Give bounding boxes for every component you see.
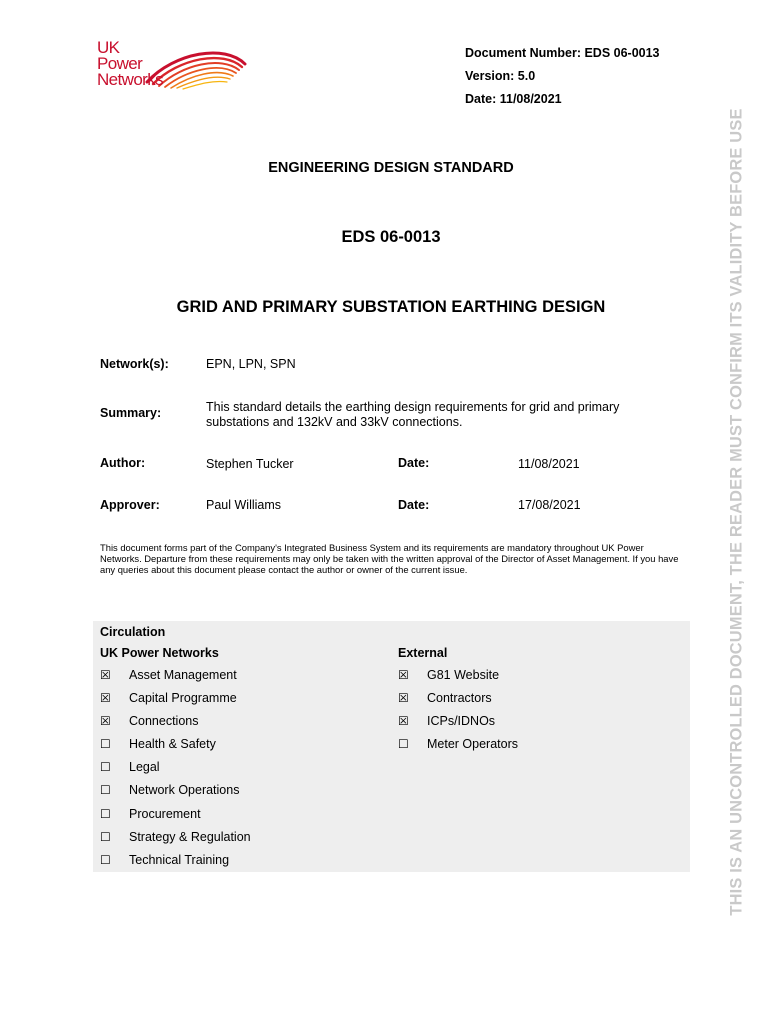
- author-value: Stephen Tucker: [206, 457, 294, 471]
- networks-value: EPN, LPN, SPN: [206, 357, 296, 371]
- author-date-label: Date:: [398, 456, 430, 470]
- list-item-label: Connections: [129, 714, 199, 729]
- list-item-label: Procurement: [129, 806, 201, 821]
- document-number: Document Number: EDS 06-0013: [465, 46, 660, 60]
- list-item-label: Meter Operators: [427, 737, 519, 752]
- list-item-label: Network Operations: [129, 783, 240, 798]
- list-item-label: ICPs/IDNOs: [427, 714, 496, 729]
- circulation-title: Circulation: [100, 625, 166, 639]
- document-version: Version: 5.0: [465, 69, 536, 83]
- internal-heading: UK Power Networks: [100, 646, 219, 660]
- logo-line-1: UK: [97, 38, 120, 57]
- document-meta: [465, 42, 660, 111]
- checkbox-icon: ☒: [100, 668, 111, 682]
- logo-wordmark: [97, 40, 163, 88]
- list-item-label: Strategy & Regulation: [129, 829, 251, 844]
- logo-line-3: Networks: [97, 70, 164, 89]
- document-code-title: EDS 06-0013: [341, 228, 441, 246]
- checkbox-icon: ☒: [398, 714, 409, 729]
- checkbox-icon: ☒: [100, 714, 111, 729]
- approver-label: Approver:: [100, 498, 160, 512]
- document-main-title: GRID AND PRIMARY SUBSTATION EARTHING DESIGN: [176, 298, 606, 316]
- checkbox-icon: ☒: [100, 691, 111, 706]
- checkbox-icon: ☐: [100, 806, 111, 821]
- approver-value: Paul Williams: [206, 498, 282, 512]
- list-item-label: Technical Training: [129, 852, 230, 867]
- checkbox-icon: ☐: [100, 852, 111, 867]
- list-item-label: Health & Safety: [129, 737, 216, 752]
- summary-label: Summary:: [100, 406, 162, 420]
- author-date-value: 11/08/2021: [518, 457, 580, 471]
- list-item-label: Asset Management: [129, 668, 237, 682]
- checkbox-icon: ☐: [100, 829, 111, 844]
- uncontrolled-document-watermark: THIS IS AN UNCONTROLLED DOCUMENT, THE READER MUST CONFIRM ITS VALIDITY BEFORE USE: [727, 108, 746, 916]
- networks-label: Network(s):: [100, 357, 169, 371]
- approver-date-value: 17/08/2021: [518, 498, 581, 512]
- company-logo: [97, 40, 249, 96]
- author-label: Author:: [100, 456, 146, 470]
- list-item-label: Legal: [129, 760, 160, 775]
- summary-value: This standard details the earthing design requirements for grid and primary substations and 132kV and 33kV connections.: [206, 400, 620, 429]
- checkbox-icon: ☐: [100, 760, 111, 775]
- disclaimer-text: This document forms part of the Company's Integrated Business System and its requirements are mandatory throughout UK Power Networks. Departure from these requirements may only be taken with the written approval of the Director of Asset Management. If you have any queries about this document please contact the author or owner of the current issue.: [100, 542, 679, 575]
- circulation-panel: [93, 621, 690, 872]
- list-item-label: Capital Programme: [129, 691, 237, 706]
- document-type-title: ENGINEERING DESIGN STANDARD: [268, 160, 514, 176]
- external-heading: External: [398, 646, 448, 660]
- checkbox-icon: ☐: [100, 783, 111, 798]
- checkbox-icon: ☐: [100, 737, 111, 752]
- checkbox-icon: ☒: [398, 668, 409, 682]
- checkbox-icon: ☒: [398, 691, 409, 706]
- logo-line-2: Power: [97, 54, 143, 73]
- checkbox-icon: ☐: [398, 737, 409, 752]
- list-item-label: Contractors: [427, 691, 492, 706]
- list-item-label: G81 Website: [427, 668, 500, 682]
- approver-date-label: Date:: [398, 498, 430, 512]
- document-date: Date: 11/08/2021: [465, 92, 562, 106]
